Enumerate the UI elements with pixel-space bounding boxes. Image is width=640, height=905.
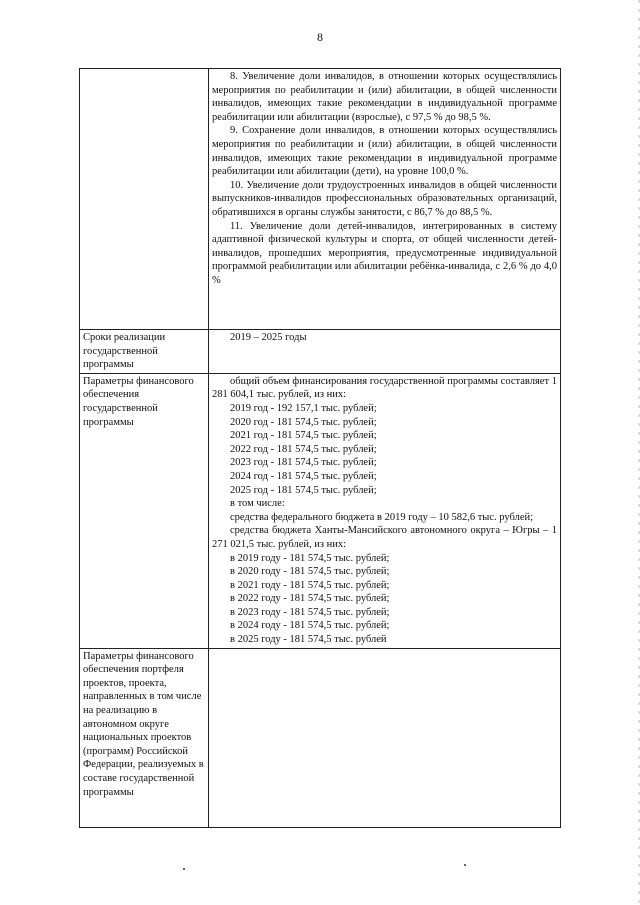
table-row-timeline <box>80 330 561 374</box>
indicators-cell <box>209 69 561 330</box>
financing-year-2023: 2023 год - 181 574,5 тыс. рублей; <box>230 457 377 469</box>
financing-federal: средства федерального бюджета в 2019 году – 10 582,6 тыс. рублей; <box>230 511 534 523</box>
financing-year-2025: 2025 год - 181 574,5 тыс. рублей; <box>230 484 377 496</box>
regional-year-2019: в 2019 году - 181 574,5 тыс. рублей; <box>230 552 390 564</box>
financing-value <box>209 373 561 648</box>
regional-year-2024: в 2024 году - 181 574,5 тыс. рублей; <box>230 620 390 632</box>
financing-year-2020: 2020 год - 181 574,5 тыс. рублей; <box>230 416 377 428</box>
financing-year-2024: 2024 год - 181 574,5 тыс. рублей; <box>230 470 377 482</box>
regional-year-2022: в 2022 году - 181 574,5 тыс. рублей; <box>230 593 390 605</box>
indicator-11: 11. Увеличение доли детей-инвалидов, интегрированных в систему адаптивной физической культуры и спорта, от общей численности детей-инвалидов, прошедших мероприятия, предусмотренные индивидуальной программой реабилитации или абилитации ребёнка-инвалида, с 2,6 % до 4,0 % <box>212 220 557 286</box>
portfolio-label: Параметры финансового обеспечения портфеля проектов, проекта, направленных в том числе на реализацию в автономном округе национальных проектов (программ) Российской Федерации, реализуемых в составе государственной программы <box>80 648 209 827</box>
table-row-financing <box>80 373 561 648</box>
indicators-label-cell <box>80 69 209 330</box>
financing-including: в том числе: <box>230 498 285 510</box>
scan-dot <box>464 864 466 866</box>
financing-label: Параметры финансового обеспечения государственной программы <box>80 373 209 648</box>
indicator-9: 9. Сохранение доли инвалидов, в отношении которых осуществлялись мероприятия по реабилитации и (или) абилитации, в общей численности инвалидов, имеющих такие рекомендации в индивидуальной программе реабилитации или абилитации (дети), на уровне 100,0 %. <box>212 125 557 178</box>
timeline-label: Сроки реализации государственной программы <box>80 330 209 374</box>
table-row-portfolio <box>80 648 561 827</box>
program-passport-table <box>79 68 561 828</box>
financing-year-2021: 2021 год - 181 574,5 тыс. рублей; <box>230 430 377 442</box>
regional-year-2025: в 2025 году - 181 574,5 тыс. рублей <box>230 634 387 646</box>
portfolio-value <box>209 648 561 827</box>
table-row-indicators <box>80 69 561 330</box>
indicator-10: 10. Увеличение доли трудоустроенных инвалидов в общей численности выпускников-инвалидов профессиональных образовательных организаций, обратившихся в органы службы занятости, с 86,7 % до 88,5 %. <box>212 179 557 218</box>
regional-year-2020: в 2020 году - 181 574,5 тыс. рублей; <box>230 566 390 578</box>
scan-dot <box>183 868 185 870</box>
financing-year-2022: 2022 год - 181 574,5 тыс. рублей; <box>230 443 377 455</box>
financing-year-2019: 2019 год - 192 157,1 тыс. рублей; <box>230 402 377 414</box>
financing-regional: средства бюджета Ханты-Мансийского автономного округа – Югры – 1 271 021,5 тыс. рублей, из них: <box>212 525 557 550</box>
regional-year-2021: в 2021 году - 181 574,5 тыс. рублей; <box>230 579 390 591</box>
financing-total: общий объем финансирования государственной программы составляет 1 281 604,1 тыс. рублей, из них: <box>212 375 557 401</box>
indicator-8: 8. Увеличение доли инвалидов, в отношении которых осуществлялись мероприятия по реабилитации и (или) абилитации, в общей численности инвалидов, имеющих такие рекомендации в индивидуальной программе реабилитации или абилитации (взрослые), с 97,5 % до 98,5 %. <box>212 71 557 123</box>
timeline-value: 2019 – 2025 годы <box>209 330 561 374</box>
page-number: 8 <box>317 30 323 44</box>
regional-year-2023: в 2023 году - 181 574,5 тыс. рублей; <box>230 606 390 618</box>
